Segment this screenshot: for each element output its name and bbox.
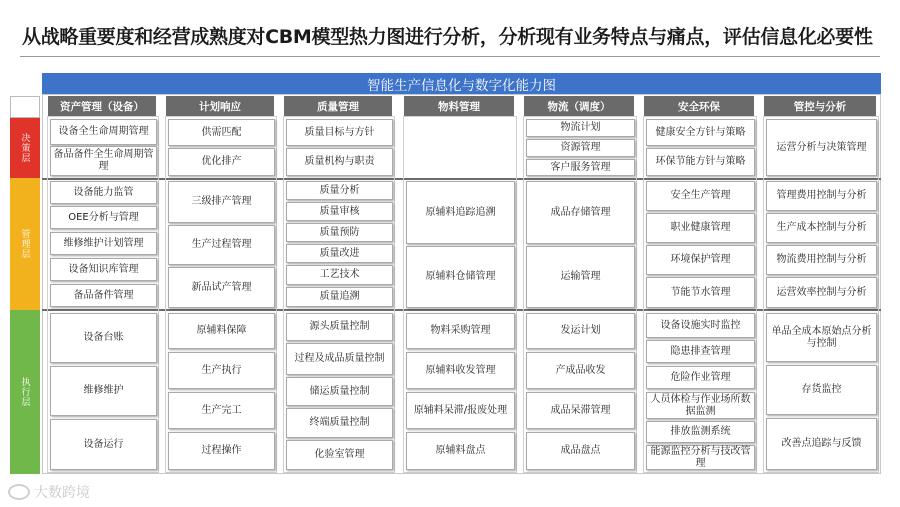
cell-logistics-cost-control: 物流费用控制与分析 <box>766 245 877 275</box>
cell-admin-cost-control: 管理费用控制与分析 <box>766 181 877 211</box>
cell-quality-organization: 质量机构与职责 <box>286 148 393 176</box>
layer-execution: 执行层 <box>10 310 40 474</box>
cell-operational-efficiency: 运营效率控制与分析 <box>766 277 877 308</box>
cell-resource-management: 资源管理 <box>526 139 635 157</box>
column-header-safety: 安全环保 <box>644 96 754 116</box>
cell-energy-policy: 环保节能方针与策略 <box>646 148 755 176</box>
layer-decision: 决策层 <box>10 118 40 178</box>
column-header-logistics: 物流（调度） <box>524 96 634 116</box>
cell-production-execution: 生产执行 <box>168 352 275 389</box>
cell-asset-lifecycle: 设备全生命周期管理 <box>50 119 157 145</box>
cell-terminal-quality-control: 终端质量控制 <box>286 408 393 438</box>
cell-process-operation: 过程操作 <box>168 432 275 470</box>
diagram-banner: 智能生产信息化与数字化能力图 <box>42 73 881 94</box>
cell-schedule-optimization: 优化排产 <box>168 148 275 176</box>
cell-safety-production: 安全生产管理 <box>646 181 755 211</box>
cell-source-quality-control: 源头质量控制 <box>286 313 393 341</box>
cell-product-inventory: 成品盘点 <box>526 432 635 470</box>
cell-storage-quality-control: 储运质量控制 <box>286 377 393 406</box>
cell-quality-goals: 质量目标与方针 <box>286 119 393 146</box>
cell-operations-analysis: 运营分析与决策管理 <box>766 119 877 176</box>
cell-energy-water-saving: 节能节水管理 <box>646 277 755 308</box>
cell-quality-analysis: 质量分析 <box>286 181 393 200</box>
watermark-text: 大数跨境 <box>34 485 90 501</box>
cell-customer-service: 客户服务管理 <box>526 159 635 176</box>
cell-health-workplace-monitoring: 人员体检与作业场所数据监测 <box>646 392 755 419</box>
column-header-planning: 计划响应 <box>166 96 274 116</box>
cell-equipment-capability: 设备能力监管 <box>50 181 157 204</box>
cell-quality-improvement: 质量改进 <box>286 244 393 263</box>
cell-equipment-operation: 设备运行 <box>50 419 157 470</box>
cell-occupational-health: 职业健康管理 <box>646 213 755 243</box>
cell-maintenance: 维修维护 <box>50 366 157 416</box>
cell-quality-audit: 质量审核 <box>286 202 393 221</box>
cell-hse-policy: 健康安全方针与策略 <box>646 119 755 146</box>
layer-header-box <box>10 96 40 118</box>
column-header-asset: 资产管理（设备） <box>48 96 156 116</box>
cell-quality-prevention: 质量预防 <box>286 223 393 242</box>
cell-raw-material-scrap: 原辅料呆滞/报废处理 <box>406 392 515 429</box>
cell-logistics-plan: 物流计划 <box>526 119 635 137</box>
cell-transport-management: 运输管理 <box>526 246 635 308</box>
cell-quality-traceability: 质量追溯 <box>286 287 393 307</box>
column-header-material: 物料管理 <box>404 96 514 116</box>
layer-management: 管理层 <box>10 178 40 310</box>
cell-raw-material-inventory: 原辅料盘点 <box>406 432 515 470</box>
cell-raw-material-supply: 原辅料保障 <box>168 313 275 349</box>
cell-production-completion: 生产完工 <box>168 392 275 429</box>
cell-product-idle: 成品呆滞管理 <box>526 392 635 429</box>
watermark <box>8 482 90 502</box>
page-title: 从战略重要度和经营成熟度对CBM模型热力图进行分析，分析现有业务特点与痛点，评估信息化必要性 <box>22 26 873 48</box>
cell-maintenance-plan: 维修维护计划管理 <box>50 232 157 255</box>
cell-equipment-ledger: 设备台账 <box>50 313 157 363</box>
cell-process-product-quality: 过程及成品质量控制 <box>286 343 393 375</box>
cell-three-level-scheduling: 三级排产管理 <box>168 181 275 223</box>
cell-raw-material-receiving: 原辅料收发管理 <box>406 352 515 389</box>
cell-dangerous-work: 危险作业管理 <box>646 366 755 389</box>
cell-oee-analysis: OEE分析与管理 <box>50 206 157 229</box>
cell-process-technology: 工艺技术 <box>286 265 393 285</box>
column-header-control: 管控与分析 <box>764 96 876 116</box>
cell-production-process: 生产过程管理 <box>168 225 275 265</box>
cell-new-product-trial: 新品试产管理 <box>168 267 275 308</box>
cell-improvement-tracking: 改善点追踪与反馈 <box>766 418 877 470</box>
column-header-quality: 质量管理 <box>284 96 392 116</box>
cell-raw-material-tracing: 原辅料追踪追溯 <box>406 181 515 244</box>
cell-facility-monitoring: 设备设施实时监控 <box>646 313 755 338</box>
cell-energy-monitoring: 能源监控分析与技改管理 <box>646 445 755 470</box>
cell-shipping-plan: 发运计划 <box>526 313 635 349</box>
cell-production-cost-control: 生产成本控制与分析 <box>766 213 877 243</box>
cell-hazard-inspection: 隐患排查管理 <box>646 340 755 363</box>
cell-supply-demand-match: 供需匹配 <box>168 119 275 146</box>
cell-material-procurement: 物料采购管理 <box>406 313 515 349</box>
cell-product-receiving: 产成品收发 <box>526 352 635 389</box>
cell-product-storage: 成品存储管理 <box>526 181 635 244</box>
cell-environmental-protection: 环境保护管理 <box>646 245 755 275</box>
cell-spare-parts-lifecycle: 备品备件全生命周期管理 <box>50 146 157 176</box>
cell-raw-material-warehouse: 原辅料仓储管理 <box>406 246 515 308</box>
cell-laboratory-management: 化验室管理 <box>286 440 393 470</box>
cell-unit-full-cost: 单品全成本原始点分析与控制 <box>766 313 877 362</box>
cell-emission-monitoring: 排放监测系统 <box>646 421 755 443</box>
cell-inventory-monitoring: 存货监控 <box>766 365 877 415</box>
watermark-logo-icon <box>8 484 30 500</box>
title-underline <box>20 56 880 57</box>
cell-equipment-knowledge-base: 设备知识库管理 <box>50 258 157 281</box>
cell-spare-parts: 备品备件管理 <box>50 284 157 307</box>
